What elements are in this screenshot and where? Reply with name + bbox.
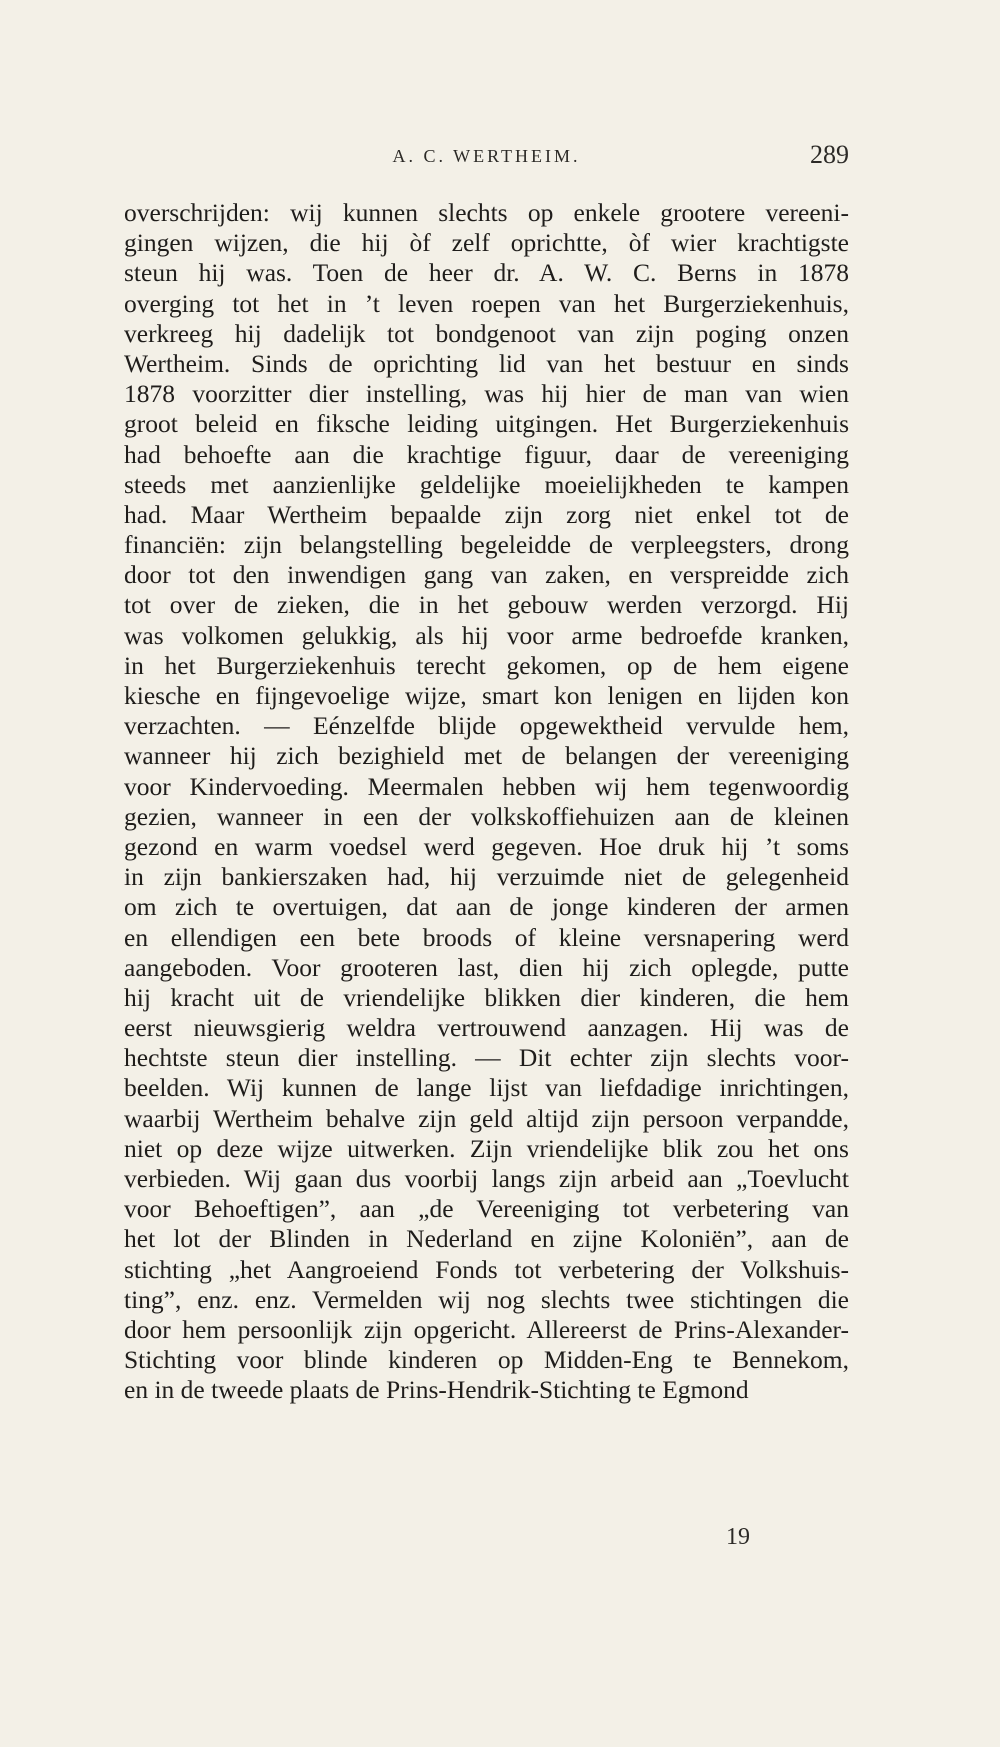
- text-line: Stichting voor blinde kinderen op Midden-Eng te Bennekom,: [124, 1345, 849, 1375]
- text-line: niet op deze wijze uitwerken. Zijn vriendelijke blik zou het ons: [124, 1133, 849, 1163]
- text-line: gezien, wanneer in een der volkskoffiehuizen aan de kleinen: [124, 801, 849, 831]
- text-line: overschrijden: wij kunnen slechts op enkele grootere vereeni-: [124, 198, 849, 227]
- text-line: kiesche en fijngevoelige wijze, smart kon lenigen en lijden kon: [124, 681, 849, 710]
- text-line: verkreeg hij dadelijk tot bondgenoot van zijn poging onzen: [124, 318, 849, 348]
- page-number: 289: [810, 140, 849, 169]
- text-line: en ellendigen een bete broods of kleine versnapering werd: [124, 922, 849, 952]
- text-line: steeds met aanzienlijke geldelijke moeielijkheden te kampen: [124, 469, 849, 499]
- text-line: beelden. Wij kunnen de lange lijst van liefdadige inrichtingen,: [124, 1073, 849, 1103]
- body-text: [124, 198, 849, 1406]
- text-line: was volkomen gelukkig, als hij voor arme bedroefde kranken,: [124, 620, 849, 650]
- text-line: groot beleid en fiksche leiding uitgingen. Het Burgerziekenhuis: [124, 409, 849, 439]
- text-line: ting”, enz. enz. Vermelden wij nog slechts twee stichtingen die: [124, 1284, 849, 1314]
- text-line: had behoefte aan die krachtige figuur, daar de vereeniging: [124, 439, 849, 469]
- text-line: verbieden. Wij gaan dus voorbij langs zijn arbeid aan „Toevlucht: [124, 1164, 849, 1193]
- text-line: steun hij was. Toen de heer dr. A. W. C. Berns in 1878: [124, 258, 849, 288]
- running-head: A. C. WERTHEIM.: [392, 146, 581, 166]
- text-line: 1878 voorzitter dier instelling, was hij hier de man van wien: [124, 379, 849, 409]
- text-line: had. Maar Wertheim bepaalde zijn zorg niet enkel tot de: [124, 499, 849, 529]
- text-line: voor Kindervoeding. Meermalen hebben wij hem tegenwoordig: [124, 771, 849, 801]
- text-line: voor Behoeftigen”, aan „de Vereeniging tot verbetering van: [124, 1194, 849, 1224]
- text-line: door hem persoonlijk zijn opgericht. Allereerst de Prins-Alexander-: [124, 1314, 849, 1344]
- text-line: in zijn bankierszaken had, hij verzuimde niet de gelegenheid: [124, 862, 849, 892]
- text-line: verzachten. — Eénzelfde blijde opgewektheid vervulde hem,: [124, 711, 849, 741]
- page-header: [124, 140, 849, 180]
- text-line: gingen wijzen, die hij òf zelf oprichtte, òf wier krachtigste: [124, 228, 849, 258]
- text-line: hij kracht uit de vriendelijke blikken dier kinderen, die hem: [124, 982, 849, 1012]
- text-line: gezond en warm voedsel werd gegeven. Hoe druk hij ’t soms: [124, 831, 849, 861]
- text-line: tot over de zieken, die in het gebouw werden verzorgd. Hij: [124, 590, 849, 620]
- signature-mark: 19: [726, 1524, 750, 1550]
- text-line: aangeboden. Voor grooteren last, dien hij zich oplegde, putte: [124, 952, 849, 982]
- text-line: wanneer hij zich bezighield met de belangen der vereeniging: [124, 741, 849, 771]
- text-line: door tot den inwendigen gang van zaken, en verspreidde zich: [124, 560, 849, 590]
- text-line: om zich te overtuigen, dat aan de jonge kinderen der armen: [124, 892, 849, 922]
- text-line: eerst nieuwsgierig weldra vertrouwend aanzagen. Hij was de: [124, 1013, 849, 1043]
- text-line: waarbij Wertheim behalve zijn geld altijd zijn persoon verpandde,: [124, 1103, 849, 1133]
- text-line: financiën: zijn belangstelling begeleidde de verpleegsters, drong: [124, 530, 849, 560]
- text-line: hechtste steun dier instelling. — Dit echter zijn slechts voor-: [124, 1043, 849, 1073]
- text-line: het lot der Blinden in Nederland en zijne Koloniën”, aan de: [124, 1224, 849, 1254]
- text-line: overging tot het in ’t leven roepen van het Burgerziekenhuis,: [124, 288, 849, 318]
- text-line: stichting „het Aangroeiend Fonds tot verbetering der Volkshuis-: [124, 1254, 849, 1284]
- text-line: en in de tweede plaats de Prins-Hendrik-Stichting te Egmond: [124, 1375, 749, 1405]
- text-line: in het Burgerziekenhuis terecht gekomen, op de hem eigene: [124, 650, 849, 680]
- text-line: Wertheim. Sinds de oprichting lid van het bestuur en sinds: [124, 348, 849, 378]
